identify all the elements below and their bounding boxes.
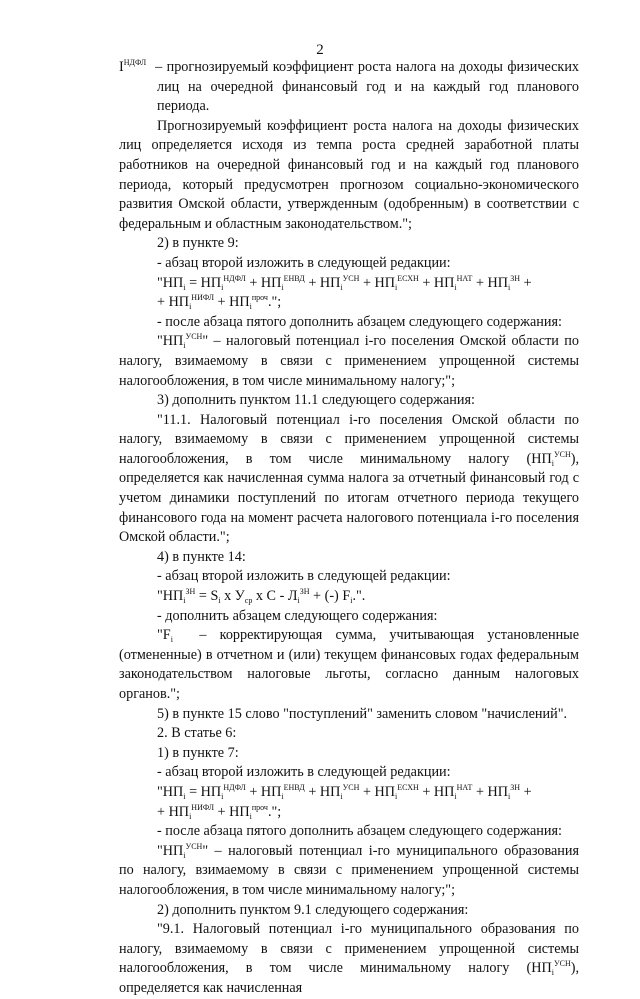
paragraph-forecast: Прогнозируемый коэффициент роста налога на доходы физических лиц определяется исходя из темпа роста средней заработной платы работников на очередной финансовый год и на каждый год планового периода, который предусмотрен прогнозом социально-экономического развития Омской области, утвержденным (одобренным) в соответствии с федеральным и областным законодательством."; (119, 117, 579, 232)
paragraph-11-1: "11.1. Налоговый потенциал i-го поселения Омской области по налогу, взимаемому в связи с применением упрощенной системы налогообложения, в том числе минимальному налогу $(НП_i^{УСН})$, определяется как начисленная сумма налога за отчетный финансовый год с учетом динамики поступлений по итогам отчетного периода текущего финансового года на момент расчета налогового потенциала i-го поселения Омской области."; (119, 411, 579, 546)
instruction-line: - после абзаца пятого дополнить абзацем следующего содержания: (157, 823, 562, 840)
list-item-art6-1: 1) в пункте 7: (157, 744, 239, 761)
page-number: 2 (316, 42, 324, 58)
formula-tax-potential-settlement-cont: + $НП_i^{НИФЛ} + НП_i^{проч}$."; (157, 293, 282, 312)
paragraph-9-1: "9.1. Налоговый потенциал i-го муниципального образования по налогу, взимаемому в связи с применением упрощенной системы налогообложения, в том числе минимальному налогу $(НП_i^{УСН})$, определяется как начисленная (119, 921, 579, 996)
instruction-line: - абзац второй изложить в следующей редакции: (157, 254, 451, 271)
formula-tax-potential-settlement: "$НП_i = НП_i^{НДФЛ} + НП_i^{ЕНВД} + НП_i^{УСН} + НП_i^{ЕСХН} + НП_i^{НАТ} + НП_i^{ЗН}$ + (157, 273, 532, 292)
list-item-5: 5) в пункте 15 слово "поступлений" заменить словом "начислений". (157, 705, 568, 722)
definition-usn-settlement: "$НП_i^{УСН}$" – налоговый потенциал i-го поселения Омской области по налогу, взимаемому в связи с применением упрощенной системы налогообложения, в том числе минимальному налогу;"; (119, 332, 579, 389)
definition-income-tax-growth: $I^{НДФЛ}$ – прогнозируемый коэффициент роста налога на доходы физических лиц на очередной финансовый год и на каждый год планового периода. (119, 58, 580, 115)
list-item-art6-2: 2) дополнить пунктом 9.1 следующего содержания: (157, 901, 469, 918)
formula-land-tax-potential: "$НП_i^{ЗН} = S_i$ x $У_{ср}$ x C - $Л_i^{ЗН}$ + (-) $F_i$.". (157, 587, 366, 606)
definition-usn-municipality: "$НП_i^{УСН}$" – налоговый потенциал i-го муниципального образования по налогу, взимаемому в связи с применением упрощенной системы налогообложения, в том числе минимальному налогу;"; (119, 841, 579, 898)
instruction-line: - дополнить абзацем следующего содержания: (157, 607, 438, 624)
list-item-2: 2) в пункте 9: (157, 235, 239, 252)
instruction-line: - после абзаца пятого дополнить абзацем следующего содержания: (157, 313, 562, 330)
formula-tax-potential-municipality: "$НП_i = НП_i^{НДФЛ} + НП_i^{ЕНВД} + НП_i^{УСН} + НП_i^{ЕСХН} + НП_i^{НАТ} + НП_i^{ЗН}$ + (157, 782, 532, 801)
document-body (119, 58, 579, 999)
instruction-line: - абзац второй изложить в следующей редакции: (157, 764, 451, 781)
definition-correction-sum: "$F_i$ – корректирующая сумма, учитывающая установленные (отмененные) в отчетном и (или) текущем финансовых годах федеральным законодательством налоговые льготы, согласно данным налоговых органов."; (119, 627, 579, 702)
formula-tax-potential-municipality-cont: + $НП_i^{НИФЛ} + НП_i^{проч}$."; (157, 802, 282, 821)
instruction-line: - абзац второй изложить в следующей редакции: (157, 568, 451, 585)
list-item-3: 3) дополнить пунктом 11.1 следующего содержания: (157, 392, 475, 409)
list-item-4: 4) в пункте 14: (157, 548, 246, 565)
article-6-heading: 2. В статье 6: (157, 725, 237, 742)
